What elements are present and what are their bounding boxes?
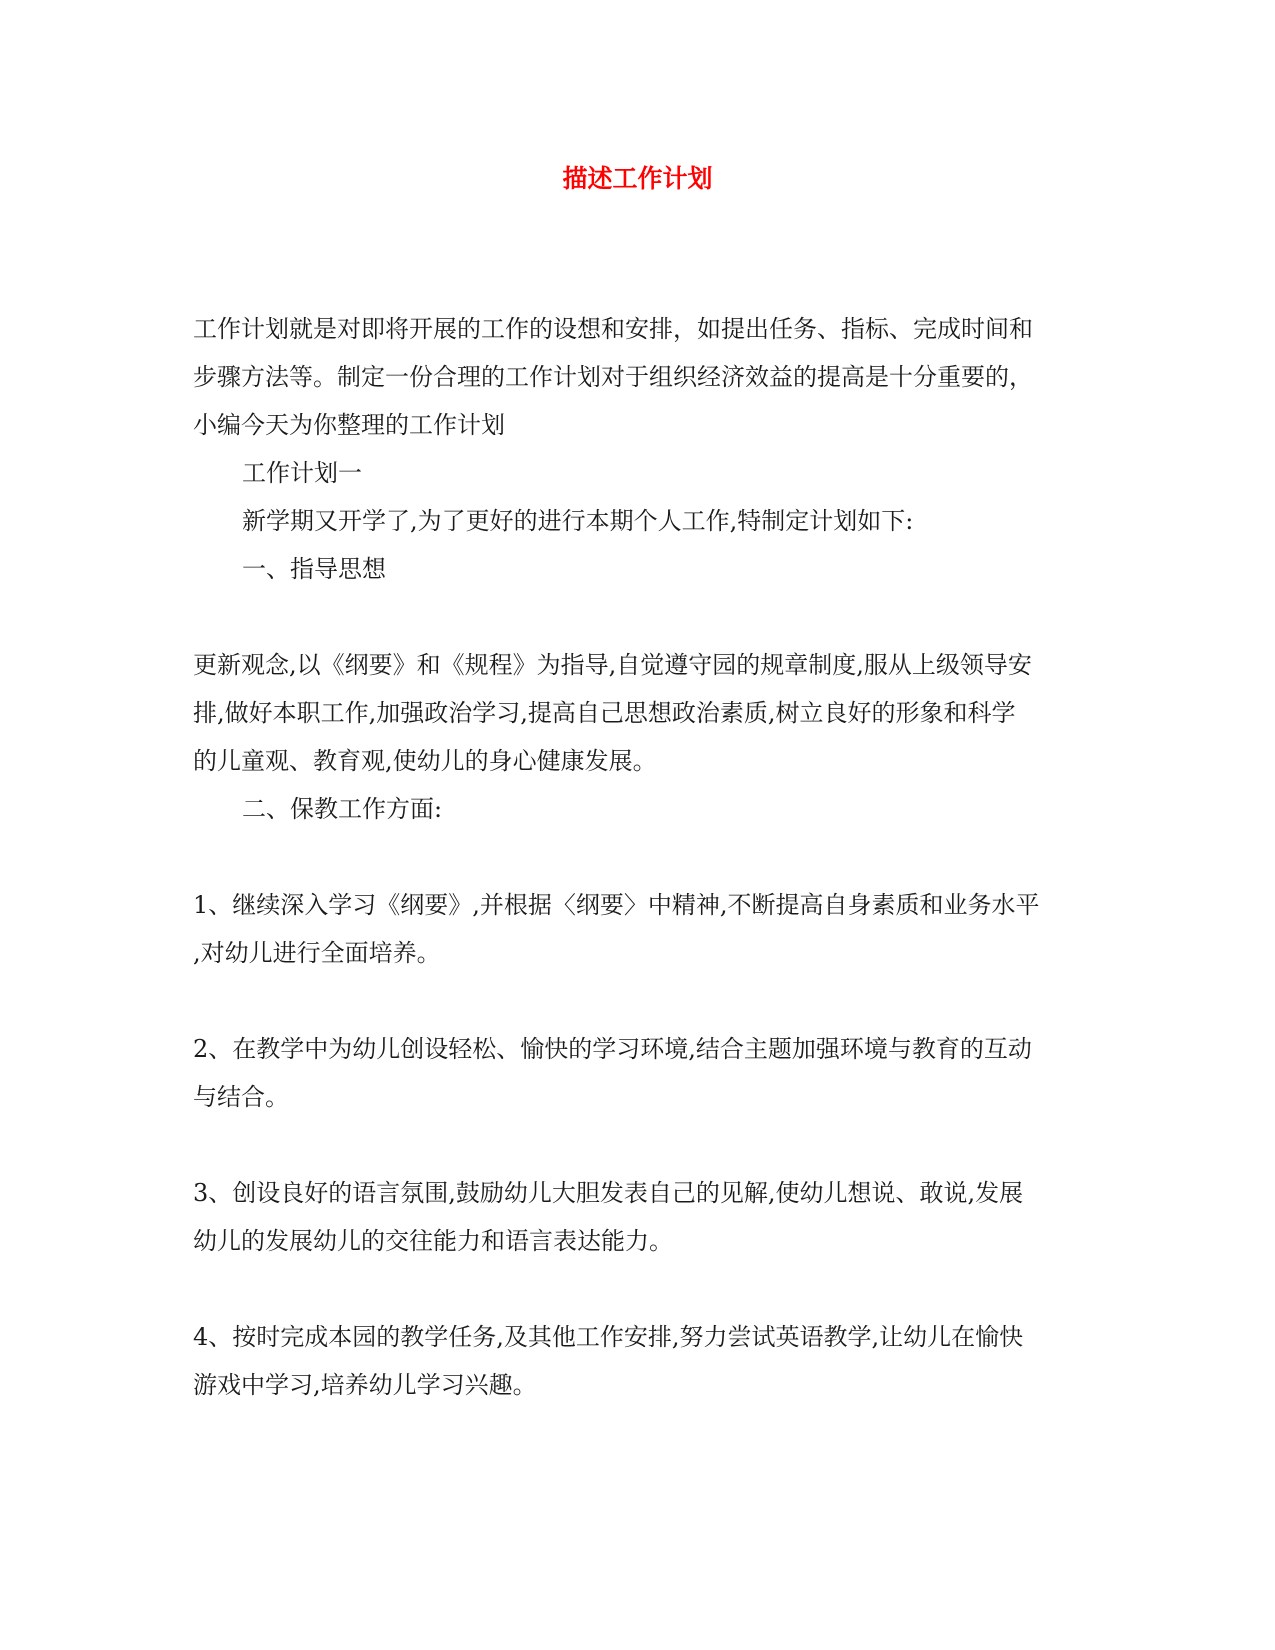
plan-heading: 工作计划一 [242, 459, 362, 487]
intro-line: 工作计划就是对即将开展的工作的设想和安排，如提出任务、指标、完成时间和 [193, 315, 1033, 343]
list-item-line: 1、继续深入学习《纲要》,并根据〈纲要〉中精神,不断提高自身素质和业务水平 [193, 891, 1040, 919]
list-item-line: 3、创设良好的语言氛围,鼓励幼儿大胆发表自己的见解,使幼儿想说、敢说,发展 [193, 1179, 1024, 1207]
intro-line: 小编今天为你整理的工作计划 [193, 411, 505, 439]
plan-intro: 新学期又开学了,为了更好的进行本期个人工作,特制定计划如下: [242, 507, 914, 535]
list-item-line: 与结合。 [193, 1083, 289, 1111]
list-item-1 [193, 881, 1083, 977]
list-item-line: 幼儿的发展幼儿的交往能力和语言表达能力。 [193, 1227, 673, 1255]
intro-line: 步骤方法等。制定一份合理的工作计划对于组织经济效益的提高是十分重要的， [193, 363, 1033, 391]
intro-paragraph [193, 305, 1083, 449]
list-item-2 [193, 1025, 1083, 1121]
list-item-line: 2、在教学中为幼儿创设轻松、愉快的学习环境,结合主题加强环境与教育的互动 [193, 1035, 1032, 1063]
paragraph-line: 更新观念,以《纲要》和《规程》为指导,自觉遵守园的规章制度,服从上级领导安 [193, 651, 1032, 679]
document-body [193, 305, 1083, 1409]
list-item-3 [193, 1169, 1083, 1265]
list-item-4 [193, 1313, 1083, 1409]
list-item-line: 4、按时完成本园的教学任务,及其他工作安排,努力尝试英语教学,让幼儿在愉快 [193, 1323, 1024, 1351]
list-item-line: ,对幼儿进行全面培养。 [193, 939, 441, 967]
section-heading-guiding-thought: 一、指导思想 [242, 555, 386, 583]
list-item-line: 游戏中学习,培养幼儿学习兴趣。 [193, 1371, 537, 1399]
document-title: 描述工作计划 [562, 164, 713, 193]
paragraph-line: 的儿童观、教育观,使幼儿的身心健康发展。 [193, 747, 657, 775]
section-heading-teaching-work: 二、保教工作方面: [242, 795, 443, 823]
section-paragraph-guiding-thought [193, 641, 1083, 785]
paragraph-line: 排,做好本职工作,加强政治学习,提高自己思想政治素质,树立良好的形象和科学 [193, 699, 1016, 727]
